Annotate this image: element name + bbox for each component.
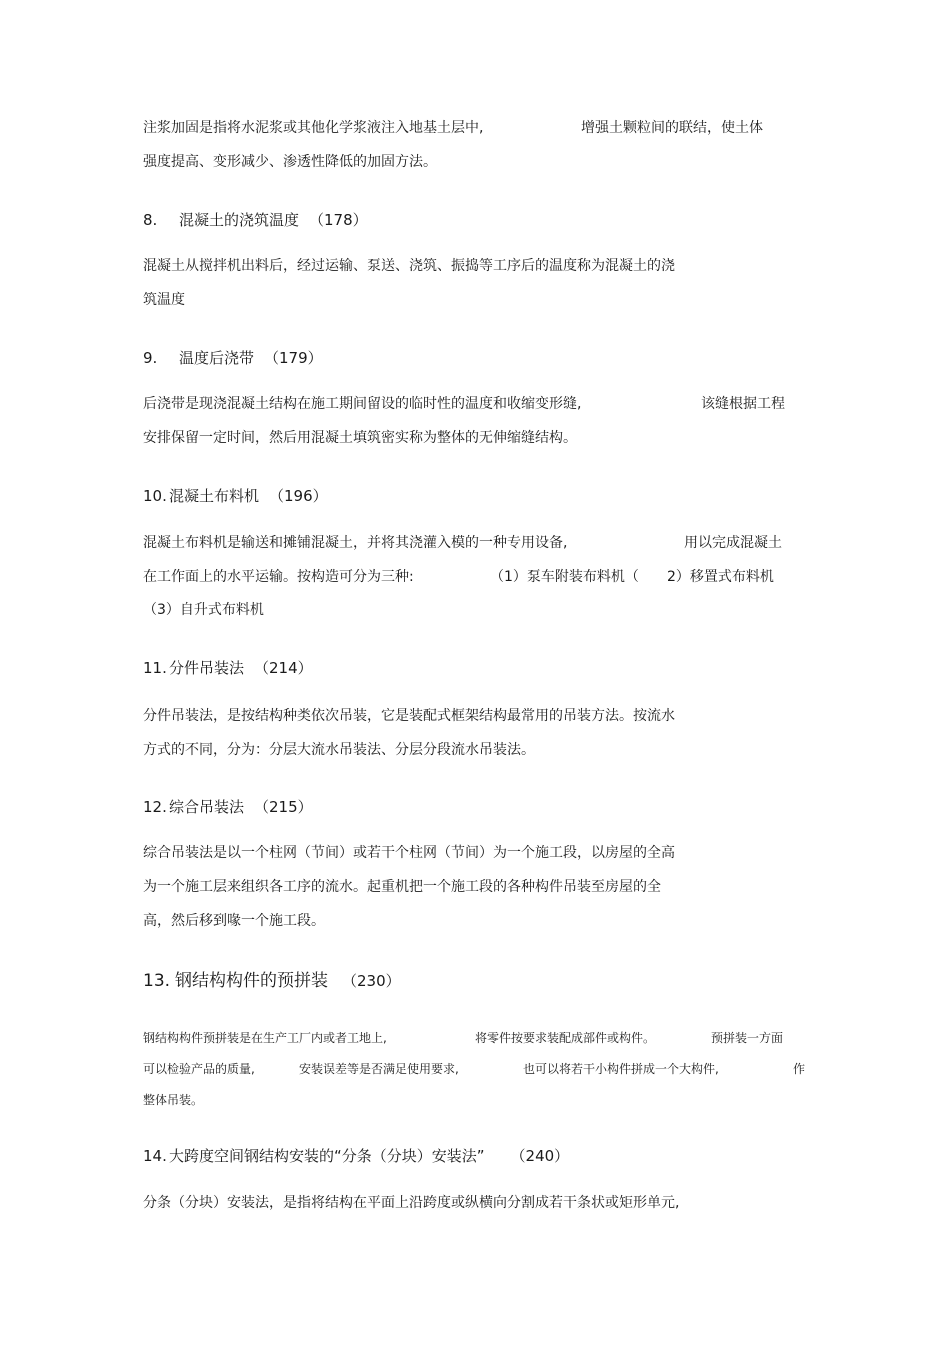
text-segment: 也可以将若干小构件拼成一个大构件, <box>523 1062 719 1076</box>
paragraph-line: 分条（分块）安装法，是指将结构在平面上沿跨度或纵横向分割成若干条状或矩形单元, <box>143 1195 680 1211</box>
paragraph-line: 高，然后移到喙一个施工段。 <box>143 913 325 929</box>
paragraph-line: 筑温度 <box>143 292 185 308</box>
text-segment: 注浆加固是指将水泥浆或其他化学浆液注入地基土层中, <box>143 120 484 136</box>
section-heading <box>143 210 368 230</box>
section-page-ref: （240） <box>510 1147 570 1165</box>
section-number: 8. <box>143 211 158 229</box>
section-title: 混凝土布料机 <box>169 487 260 505</box>
paragraph-line <box>143 394 785 414</box>
paragraph-line: 分件吊装法，是按结构种类依次吊装，它是装配式框架结构最常用的吊装方法。按流水 <box>143 708 675 724</box>
section-number: 9. <box>143 349 158 367</box>
section-page-ref: （230） <box>342 972 401 990</box>
text-segment: 后浇带是现浇混凝土结构在施工期间留设的临时性的温度和收缩变形缝, <box>143 396 582 412</box>
section-title: 钢结构构件的预拼装 <box>175 971 328 991</box>
paragraph-line <box>143 1028 784 1048</box>
paragraph-line: 强度提高、变形减少、渗透性降低的加固方法。 <box>143 154 437 170</box>
paragraph-line: 混凝土从搅拌机出料后，经过运输、泵送、浇筑、振捣等工序后的温度称为混凝土的浇 <box>143 258 675 274</box>
section-heading <box>143 797 313 817</box>
paragraph-line <box>143 567 774 587</box>
section-page-ref: （196） <box>269 487 328 505</box>
section-title: 综合吊装法 <box>169 798 245 816</box>
section-heading <box>143 971 401 991</box>
section-title: 分件吊装法 <box>169 659 245 677</box>
section-number: 10. <box>143 487 167 505</box>
section-heading <box>143 348 323 368</box>
section-heading <box>143 658 313 678</box>
text-segment: 增强土颗粒间的联结，使土体 <box>581 120 763 136</box>
paragraph-line: 方式的不同，分为：分层大流水吊装法、分层分段流水吊装法。 <box>143 742 535 758</box>
text-segment: 在工作面上的水平运输。按构造可分为三种: <box>143 569 414 585</box>
text-segment: 预拼装一方面 <box>711 1031 784 1045</box>
text-segment: 将零件按要求装配成部件或构件。 <box>475 1031 656 1045</box>
section-heading <box>143 1146 569 1166</box>
section-title: 温度后浇带 <box>179 349 255 367</box>
text-segment: 混凝土布料机是输送和摊铺混凝土，并将其浇灌入模的一种专用设备, <box>143 535 568 551</box>
text-segment: 作 <box>793 1062 806 1076</box>
section-page-ref: （178） <box>309 211 368 229</box>
section-number: 11. <box>143 659 167 677</box>
text-segment: 用以完成混凝土 <box>684 535 782 551</box>
section-number: 14. <box>143 1147 167 1165</box>
paragraph-line: 为一个施工层来组织各工序的流水。起重机把一个施工段的各种构件吊装至房屋的全 <box>143 879 661 895</box>
section-heading <box>143 486 328 506</box>
section-page-ref: （214） <box>254 659 313 677</box>
paragraph-line: 安排保留一定时间，然后用混凝土填筑密实称为整体的无伸缩缝结构。 <box>143 430 577 446</box>
text-segment: 该缝根据工程 <box>701 396 785 412</box>
paragraph-line <box>143 533 782 553</box>
section-title: 混凝土的浇筑温度 <box>179 211 300 229</box>
text-segment: 2）移置式布料机 <box>667 569 774 585</box>
paragraph-line <box>143 1059 806 1079</box>
section-number: 13. <box>143 971 171 991</box>
text-segment: 安装误差等是否满足使用要求, <box>299 1062 459 1076</box>
paragraph-line: 整体吊装。 <box>143 1093 204 1107</box>
section-title: 大跨度空间钢结构安装的“分条（分块）安装法” <box>169 1147 485 1165</box>
text-segment: 钢结构构件预拼装是在生产工厂内或者工地上, <box>143 1031 387 1045</box>
section-page-ref: （215） <box>254 798 313 816</box>
text-segment: （1）泵车附装布料机（ <box>490 569 639 585</box>
text-segment: 可以检验产品的质量, <box>143 1062 255 1076</box>
paragraph-line: 综合吊装法是以一个柱网（节间）或若干个柱网（节间）为一个施工段，以房屋的全高 <box>143 845 675 861</box>
paragraph-line: （3）自升式布料机 <box>143 602 264 618</box>
section-number: 12. <box>143 798 167 816</box>
section-page-ref: （179） <box>264 349 323 367</box>
paragraph-line <box>143 118 763 138</box>
